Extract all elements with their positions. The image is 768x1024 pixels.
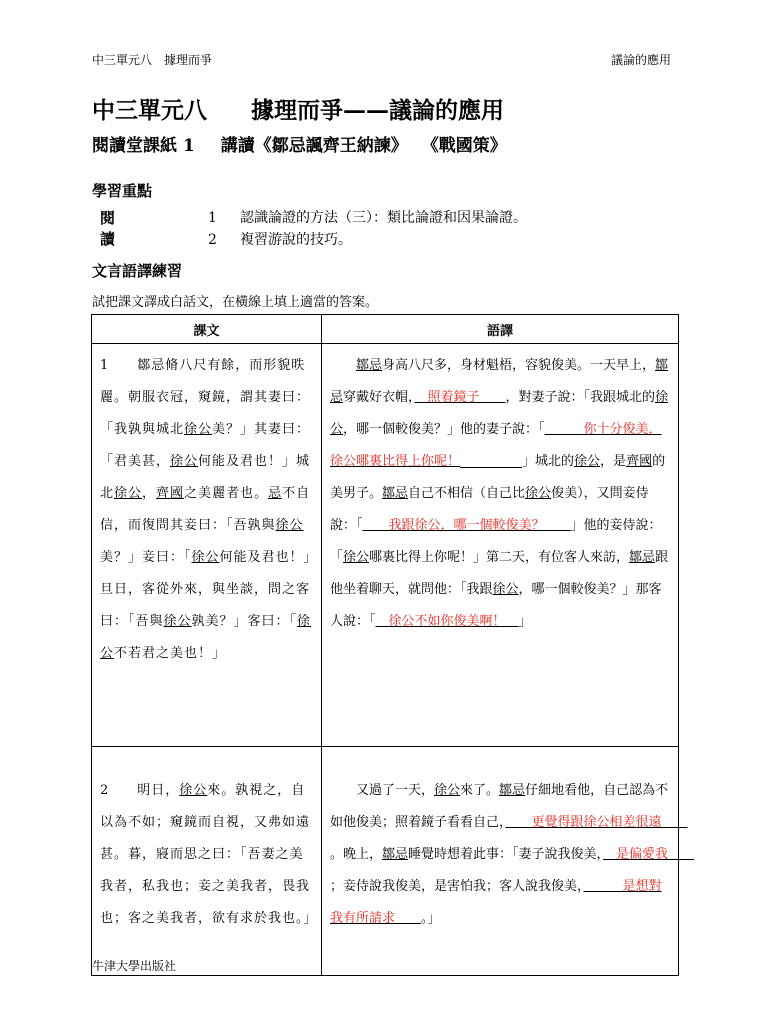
exercise-title: 文言語譯練習 — [92, 262, 183, 280]
source-cell-2: 2 明日，徐公來。孰視之，自以為不如；窺鏡而自視，又弗如遠甚。暮，寢而思之曰：「吾妻之美我者，私我也；妾之美我者，畏我也；客之美我者，欲有求於我也。」 — [92, 747, 322, 976]
focus-label: 閱讀 — [100, 209, 116, 248]
header-right: 議論的應用 — [610, 53, 671, 67]
col-header-translation: 語譯 — [322, 315, 679, 344]
lesson-title: 講讀《鄒忌諷齊王納諫》 — [220, 136, 408, 156]
translation-cell-2: 又過了一天，徐公來了。鄒忌仔細地看他，自己認為不如他俊美；照着鏡子看看自己， 更覺得跟徐公相差很遠 。晚上，鄒忌睡覺時想着此事：「妻子說我俊美， 是偏愛我 ；妾侍說我俊美，是害怕我；客人說我俊美， 是想對我有所請求 。」 — [322, 747, 679, 976]
source-cell-1: 1 鄒忌脩八尺有餘，而形貌昳麗。朝服衣冠，窺鏡，謂其妻曰：「我孰與城北徐公美？」其妻曰：「君美甚，徐公何能及君也！」城北徐公，齊國之美麗者也。忌不自信，而復問其妾曰：「吾孰與徐公美？」妾曰：「徐公何能及君也！」旦日，客從外來，與坐談，問之客曰：「吾與徐公孰美？」客曰：「徐公不若君之美也！」 — [92, 344, 322, 747]
translation-table — [91, 314, 695, 976]
source-title: 《戰國策》 — [421, 136, 507, 156]
exercise-instruction: 試把課文譯成白話文，在橫線上填上適當的答案。 — [92, 295, 379, 310]
focus-item-1: 1 認識論證的方法（三）：類比論證和因果論證。 — [208, 210, 527, 226]
header-left: 中三單元八 據理而爭 — [92, 53, 213, 67]
focus-item-2: 2 複習游說的技巧。 — [208, 232, 352, 248]
sheet-title: 閱讀堂課紙 1 — [92, 136, 195, 156]
unit-title: 中三單元八 — [92, 97, 207, 124]
focus-title: 學習重點 — [92, 182, 153, 200]
footer-publisher: 牛津大學出版社 — [92, 959, 177, 973]
main-title: 據理而爭——議論的應用 — [251, 97, 504, 124]
page-subtitle — [92, 131, 507, 156]
translation-cell-1: 鄒忌身高八尺多，身材魁梧，容貌俊美。一天早上，鄒忌穿戴好衣帽， 照着鏡子 ，對妻子說：「我跟城北的徐公，哪一個較俊美？」他的妻子說：「 你十分俊美，徐公哪裏比得上你呢！ 」城北的徐公，是齊國的美男子。鄒忌自己不相信（自己比徐公俊美），又問妾侍說：「 我跟徐公，哪一個較俊美？ 」他的妾侍說：「徐公哪裏比得上你呢！」第二天，有位客人來訪，鄒忌跟他坐着聊天，就問他：「我跟徐公，哪一個較俊美？」那客人說：「 徐公不如你俊美啊！ 」 — [322, 344, 679, 747]
col-header-source: 課文 — [92, 315, 322, 344]
page-title — [92, 92, 504, 125]
